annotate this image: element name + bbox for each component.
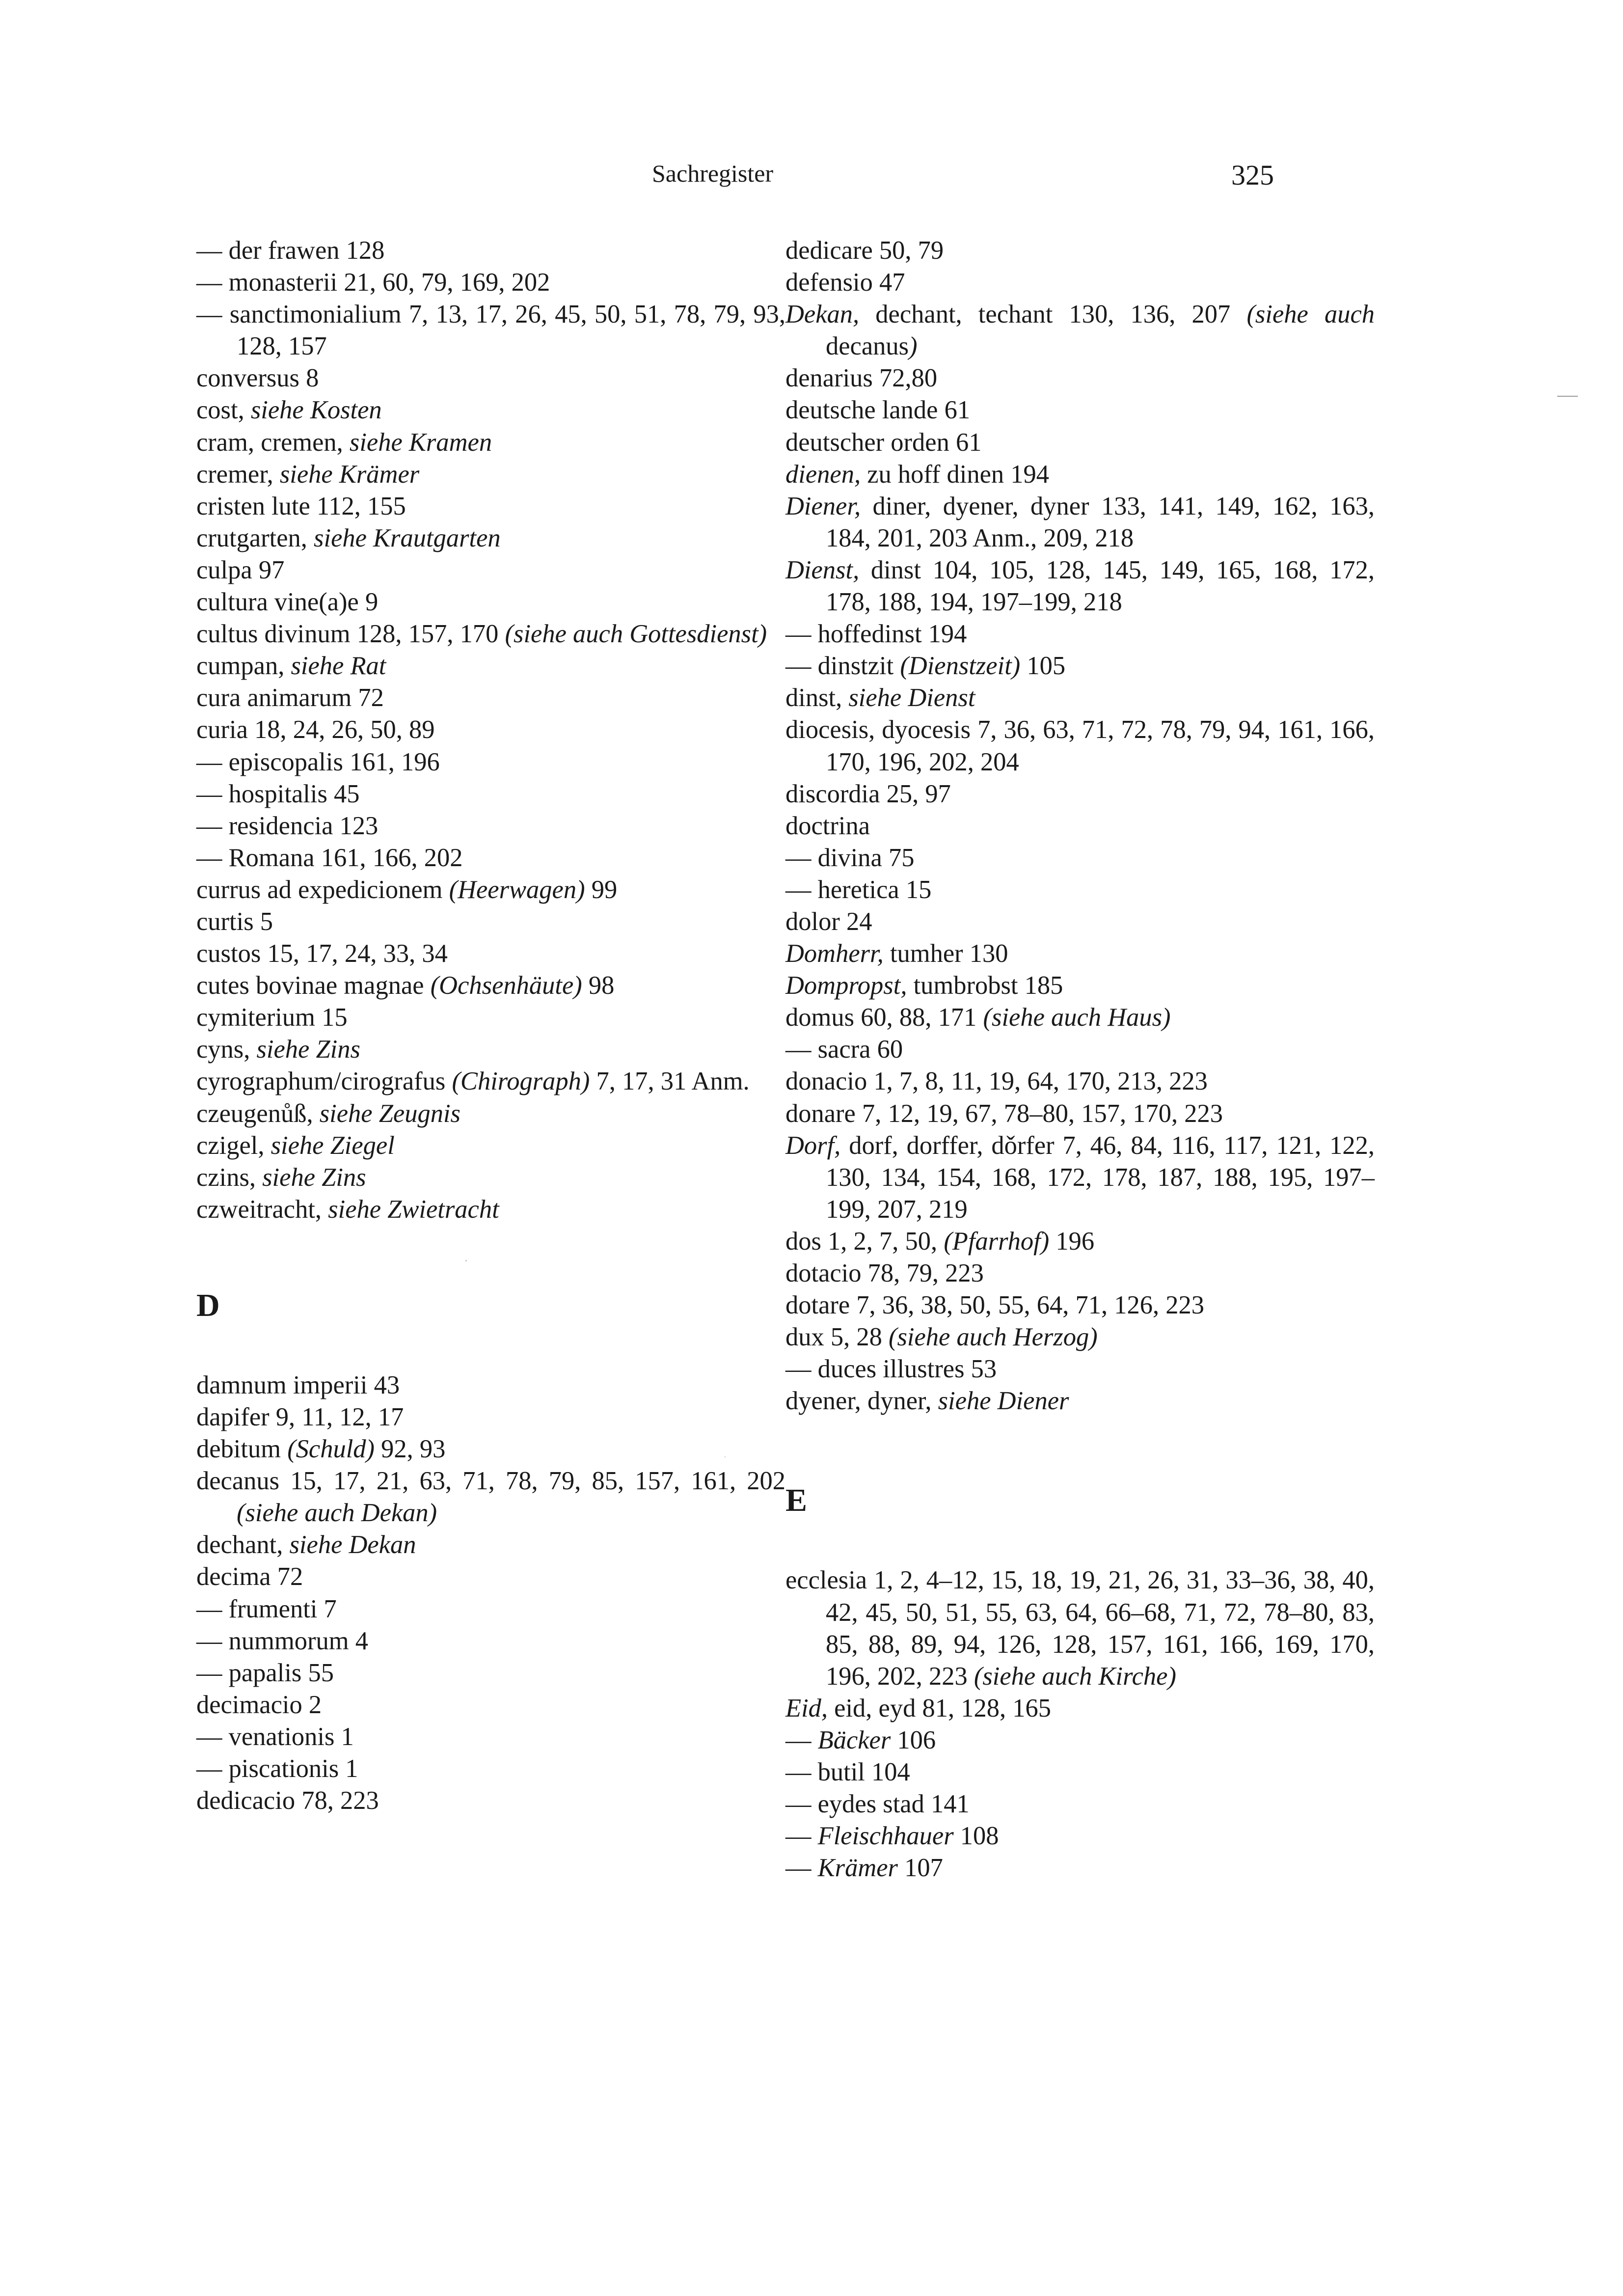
index-entry [196,906,785,938]
index-entry [196,970,785,1002]
index-entry [785,906,1375,938]
index-entry-text: cura animarum 72 [196,683,384,712]
index-entry-text: decima 72 [196,1562,303,1591]
index-entry [196,1130,785,1162]
index-entry-text: czweitracht, [196,1195,328,1224]
index-entry-text: czins, [196,1163,263,1192]
index-entry-text: (siehe auch Herzog) [889,1323,1098,1352]
index-entry-text: ecclesia 1, 2, 4–12, 15, 18, 19, 21, 26, 31, 33–36, 38, 40, 42, 45, 50, 51, 55, 63, 64, 66–68, 71, 72, 78–80, 83, 85, 88, 89, 94, 126, 128, 157, 161, 166, 169, 170, 196, 202, 223 [785,1566,1375,1691]
index-entry-text: doctrina [785,811,870,840]
index-entry [196,1785,785,1817]
index-entry-text: siehe Kramen [349,428,492,457]
index-entry-text: Diener, [785,492,861,520]
index-entry [785,1034,1375,1066]
index-entry-text: cymiterium 15 [196,1003,348,1032]
index-entry-text: siehe Zwietracht [328,1195,499,1224]
index-entry-text: tumher 130 [883,939,1008,968]
index-entry-text: 99 [585,875,618,904]
index-entry [785,874,1375,906]
index-entry-text: siehe Rat [291,652,386,681]
index-entry-text: dinst, [785,683,849,712]
index-entry [196,650,785,682]
index-entry-text: dechant, [196,1531,290,1559]
index-entry [785,491,1375,554]
index-entry-text: — [785,1725,818,1754]
index-entry-text: Eid, [785,1694,828,1722]
index-entry [196,1162,785,1194]
margin-scan-mark [1557,396,1578,397]
index-entry-text: Domherr, [785,939,884,968]
index-entry-text: siehe Dekan [289,1531,416,1559]
index-entry [785,459,1375,491]
index-entry [785,618,1375,650]
index-entry-text: Dekan, [785,300,860,329]
scan-speck [465,1260,467,1261]
index-entry [196,714,785,746]
index-entry [785,1257,1375,1289]
index-entries-c [196,235,785,1226]
index-entry [785,1788,1375,1820]
index-entry-text: dotare 7, 36, 38, 50, 55, 64, 71, 126, 223 [785,1291,1205,1320]
index-entry [196,459,785,491]
index-entry [196,522,785,554]
index-entry-text: dyener, dyner, [785,1387,938,1416]
index-entry [785,938,1375,970]
index-entry [196,682,785,714]
index-entry [196,491,785,522]
index-entry-text: siehe Krautgarten [314,523,501,552]
index-entry-text: (siehe auch Dekan) [237,1499,437,1528]
index-entry-text: dolor 24 [785,907,872,936]
index-entry-text: decanus [826,332,909,361]
page-number: 325 [1231,159,1274,191]
index-entry-text: domus 60, 88, 171 [785,1003,983,1032]
index-entry [196,746,785,778]
index-entry [196,1465,785,1529]
index-entry [785,1098,1375,1130]
index-entry [785,842,1375,874]
index-entry [785,235,1375,267]
index-entry-text: — sanctimonialium 7, 13, 17, 26, 45, 50, 51, 78, 79, 93, 128, 157 [196,300,785,361]
index-entry-text: siehe Kosten [250,396,382,425]
index-entry-text: — nummorum 4 [196,1626,368,1655]
index-entry-text: Dorf, [785,1131,841,1160]
index-entry [196,427,785,459]
index-entry [785,299,1375,362]
index-entry-text: dorf, dorffer, dǒrfer 7, 46, 84, 116, 117, 121, 122, 130, 134, 154, 168, 172, 178, 187, 188, 195, 197–199, 207, 219 [826,1131,1375,1224]
index-entry [196,1561,785,1593]
index-entry [196,1657,785,1689]
index-entry [196,235,785,267]
index-entry-text: (siehe auch Haus) [983,1003,1171,1032]
index-entry-text: donare 7, 12, 19, 67, 78–80, 157, 170, 223 [785,1099,1223,1128]
index-entry [196,874,785,906]
index-entry [785,1289,1375,1321]
index-entry-text: defensio 47 [785,268,905,297]
index-entry-text: dedicacio 78, 223 [196,1786,379,1815]
index-entry [785,1321,1375,1353]
index-entry [785,1693,1375,1724]
index-entry [785,362,1375,394]
index-entry [196,299,785,362]
index-entry-text: diocesis, dyocesis 7, 36, 63, 71, 72, 78, 79, 94, 161, 166, 170, 196, 202, 204 [785,715,1375,776]
index-entry-text: siehe Ziegel [270,1131,395,1160]
index-entry-text: damnum imperii 43 [196,1370,400,1399]
index-entry-text: (Schuld) [287,1435,375,1464]
index-entry [785,1820,1375,1852]
index-entry-text: 105 [1020,652,1066,681]
index-entry-text: — hospitalis 45 [196,779,360,808]
index-entry-text: siehe Diener [938,1387,1069,1416]
index-entry [196,1369,785,1401]
index-entry-text: cost, [196,396,251,425]
index-entry-text: cutes bovinae magnae [196,971,431,1000]
index-entry-text: 106 [891,1725,936,1754]
running-head-title: Sachregister [652,160,774,187]
section-heading-e: E [785,1482,808,1519]
index-entry-text: 196 [1049,1227,1095,1256]
index-entry-text: — heretica 15 [785,875,932,904]
index-entry-text: deutscher orden 61 [785,428,982,457]
index-entry-text: 7, 17, 31 Anm. [590,1067,750,1096]
index-entry-text: cumpan, [196,652,291,681]
index-entry [196,394,785,426]
index-entry-text: cyrographum/cirografus [196,1067,452,1096]
index-entries-e [785,1564,1375,1884]
index-entries-d-continued [785,235,1375,1417]
index-entry [196,1002,785,1034]
index-entry-text: currus ad expedicionem [196,875,449,904]
index-entry-text: — duces illustres 53 [785,1355,997,1384]
index-entry-text: decanus 15, 17, 21, 63, 71, 78, 79, 85, 157, 161, 202 [196,1467,785,1496]
index-entry [196,1721,785,1753]
index-entry-text: decimacio 2 [196,1690,322,1719]
index-entry-text: — papalis 55 [196,1658,334,1687]
index-entry-text: culpa 97 [196,555,285,584]
index-entry-text: 108 [953,1822,999,1851]
index-entry [196,1689,785,1721]
index-entry-text: (Dienstzeit) [900,652,1021,681]
index-entry-text: dinst 104, 105, 128, 145, 149, 165, 168, 172, 178, 188, 194, 197–199, 218 [826,555,1375,617]
index-entry-text: conversus 8 [196,364,319,393]
index-entry [785,394,1375,426]
index-entry [785,810,1375,842]
index-entry-text: dotacio 78, 79, 223 [785,1259,984,1287]
index-entry [785,1130,1375,1226]
section-heading-d: D [196,1287,220,1323]
index-entry [785,1002,1375,1034]
index-entry-text: tumbrobst 185 [907,971,1063,1000]
index-entry-text: cultura vine(a)e 9 [196,588,379,617]
index-entry [196,1098,785,1130]
index-entry-text: zu hoff dinen 194 [861,460,1050,489]
index-entry-text: eid, eyd 81, 128, 165 [828,1694,1051,1722]
index-entry-text: deutsche lande 61 [785,396,971,425]
index-entry-text: — monasterii 21, 60, 79, 169, 202 [196,268,550,297]
index-entry-text: (Heerwagen) [449,875,585,904]
index-entry-text: Dompropst, [785,971,907,1000]
index-entry [785,554,1375,618]
index-entry [196,1194,785,1226]
index-entry [785,267,1375,299]
index-entry-text: curtis 5 [196,907,273,936]
index-entry-text: — dinstzit [785,652,900,681]
index-entry-text: siehe Zins [262,1163,366,1192]
index-entry-text: — Romana 161, 166, 202 [196,843,463,872]
index-entry-text: dechant, techant 130, 136, 207 [859,300,1247,329]
index-entry-text: dapifer 9, 11, 12, 17 [196,1403,404,1431]
index-entry-text: (Pfarrhof) [944,1227,1050,1256]
index-entry-text: discordia 25, 97 [785,779,951,808]
index-entry-text: cyns, [196,1035,257,1064]
index-entry-text: — sacra 60 [785,1035,903,1064]
index-entry-text: — divina 75 [785,843,915,872]
index-entry-text: — residencia 123 [196,811,379,840]
index-entry-text: czigel, [196,1131,271,1160]
index-entry [196,586,785,618]
index-entry-text: dedicare 50, 79 [785,236,944,265]
index-entry-text: — eydes stad 141 [785,1790,970,1819]
index-entry-text: — hoffedinst 194 [785,620,967,649]
index-entry-text: (Ochsenhäute) [430,971,582,1000]
index-entry-text: — [785,1854,818,1883]
index-entry [785,970,1375,1002]
index-entry [196,1625,785,1657]
index-entry [196,842,785,874]
index-entry-text: 107 [897,1854,943,1883]
index-entry-text: custos 15, 17, 24, 33, 34 [196,939,448,968]
index-entry [196,810,785,842]
index-entry [785,682,1375,714]
index-entry [196,778,785,810]
index-entry [196,554,785,586]
index-entry [196,1593,785,1625]
index-entry-text: crutgarten, [196,523,314,552]
index-entry-text: denarius 72,80 [785,364,938,393]
index-entry-text: ) [909,332,918,361]
index-entry-text: siehe Zins [256,1035,360,1064]
index-entry [785,1564,1375,1692]
index-entry-text: donacio 1, 7, 8, 11, 19, 64, 170, 213, 223 [785,1067,1208,1096]
index-entry-text: — [785,1822,818,1851]
index-entries-d [196,1369,785,1817]
index-entry-text: debitum [196,1435,288,1464]
index-entry-text: diner, dyener, dyner 133, 141, 149, 162, 163, 184, 201, 203 Anm., 209, 218 [826,492,1375,552]
index-entry [785,1226,1375,1257]
index-entry [196,267,785,299]
index-entry-text: dienen, [785,460,861,489]
index-entry-text: cultus divinum 128, 157, 170 [196,620,505,649]
index-column-right [785,235,1375,1884]
index-entry [196,1066,785,1097]
index-entry-text: dos 1, 2, 7, 50, [785,1227,944,1256]
index-entry-text: (siehe auch Gottesdienst) [505,620,767,649]
index-entry-text: czeugenůß, [196,1099,320,1128]
index-entry-text: — episcopalis 161, 196 [196,747,440,776]
index-entry [785,778,1375,810]
index-entry-text: 98 [582,971,615,1000]
index-entry-text: siehe Dienst [848,683,975,712]
index-entry [196,1433,785,1465]
index-entry-text: cristen lute 112, 155 [196,492,406,520]
index-entry-text: Krämer [817,1854,898,1883]
index-entry [196,938,785,970]
index-entry-text: — frumenti 7 [196,1594,337,1623]
index-entry [196,1753,785,1785]
index-entry [196,618,785,650]
scan-speck [725,1456,726,1457]
index-entry [785,1066,1375,1097]
index-entry-text: cremer, [196,460,280,489]
index-entry-text: (siehe auch [1246,300,1375,329]
index-entry-text: dux 5, 28 [785,1323,889,1352]
index-entry [196,1529,785,1561]
index-entry-text: Dienst, [785,555,860,584]
index-entry [785,650,1375,682]
index-entry-text: curia 18, 24, 26, 50, 89 [196,715,435,744]
index-entry-text: Fleischhauer [817,1822,954,1851]
index-entry-text: siehe Krämer [279,460,420,489]
index-entry-text: cram, cremen, [196,428,350,457]
running-head [0,156,1623,191]
index-entry [785,1385,1375,1417]
index-entry [785,1353,1375,1385]
index-entry-text: 92, 93 [375,1435,446,1464]
index-entry [785,427,1375,459]
index-entry-text: siehe Zeugnis [319,1099,460,1128]
index-entry [785,1724,1375,1756]
index-entry-text: — butil 104 [785,1758,910,1787]
index-entry [196,362,785,394]
index-entry [785,1852,1375,1884]
index-entry-text: (siehe auch Kirche) [974,1662,1176,1691]
index-entry-text: — piscationis 1 [196,1754,358,1783]
index-entry [196,1401,785,1433]
index-entry [196,1034,785,1066]
index-entry-text: (Chirograph) [452,1067,590,1096]
index-entry-text: — der frawen 128 [196,236,385,265]
index-entry [785,714,1375,778]
index-entry [785,1756,1375,1788]
index-entry-text: Bäcker [817,1725,891,1754]
index-entry-text: — venationis 1 [196,1722,354,1751]
index-column-left [196,235,785,1817]
